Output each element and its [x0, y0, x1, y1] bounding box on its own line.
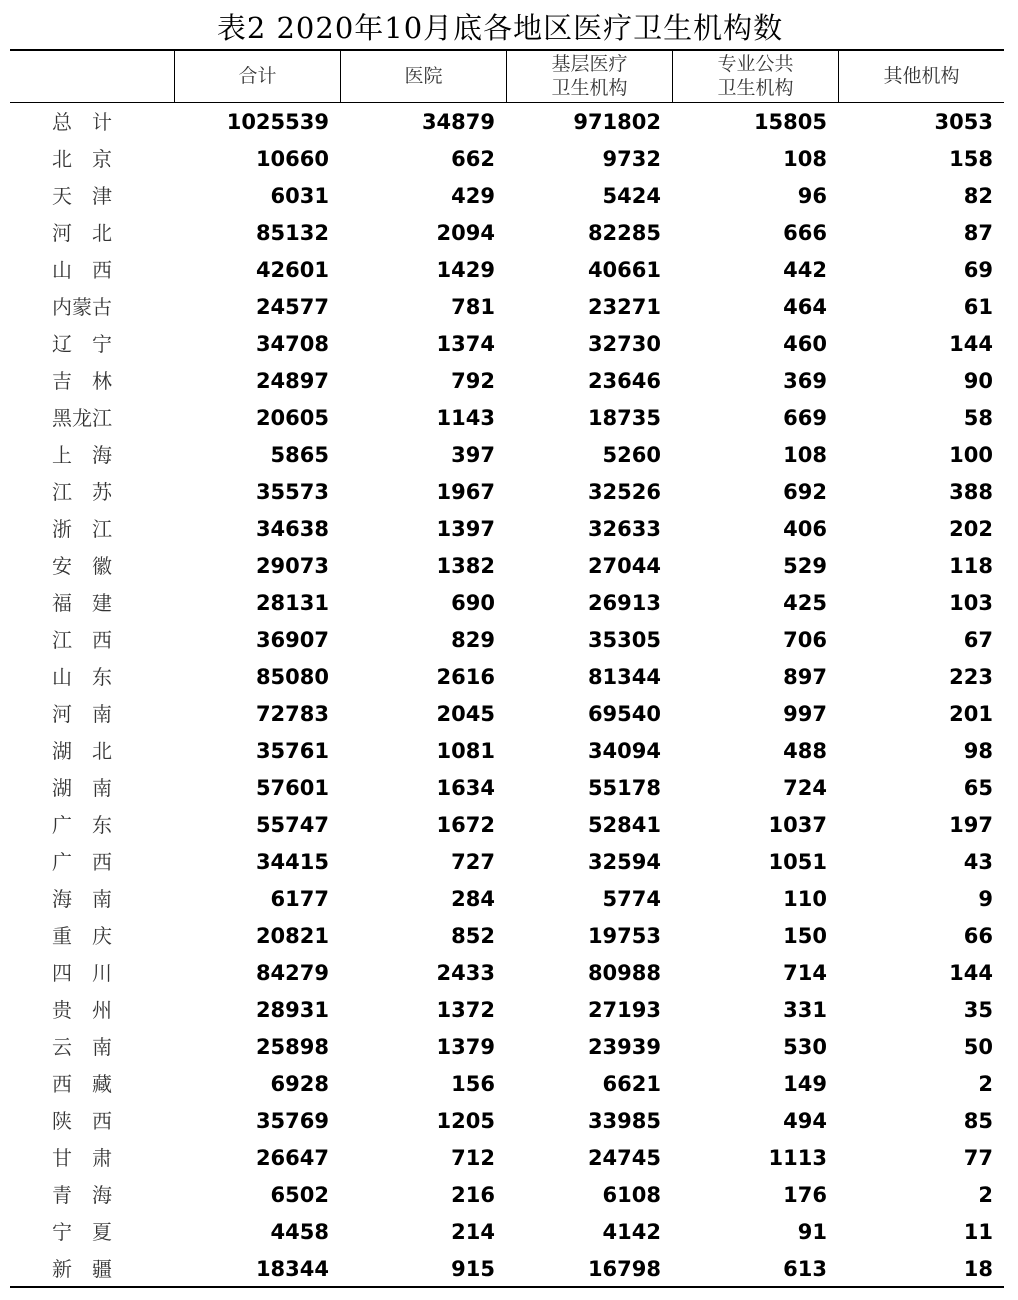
cell-public-health: 613 — [783, 1257, 827, 1281]
cell-public-health: 530 — [783, 1035, 827, 1059]
cell-total: 4458 — [270, 1220, 329, 1244]
cell-hospital: 792 — [451, 369, 495, 393]
region-name: 总 计 — [52, 110, 112, 134]
cell-primary-care: 26913 — [587, 591, 661, 615]
table-row — [10, 1140, 1004, 1177]
header-primary-care-line1: 基层医疗 — [551, 53, 628, 75]
table-row — [10, 1177, 1004, 1214]
cell-other: 35 — [963, 998, 993, 1022]
region-name: 江 苏 — [52, 480, 112, 504]
cell-total: 6502 — [270, 1183, 329, 1207]
table-row — [10, 400, 1004, 437]
cell-public-health: 331 — [783, 998, 827, 1022]
region-name: 吉 林 — [52, 369, 112, 393]
cell-total: 1025539 — [226, 110, 329, 134]
cell-primary-care: 971802 — [573, 110, 661, 134]
cell-public-health: 724 — [783, 776, 827, 800]
cell-public-health: 692 — [783, 480, 827, 504]
cell-public-health: 149 — [783, 1072, 827, 1096]
cell-other: 65 — [963, 776, 993, 800]
header-total — [175, 50, 340, 102]
cell-public-health: 666 — [783, 221, 827, 245]
table-row — [10, 622, 1004, 659]
table-row — [10, 289, 1004, 326]
cell-hospital: 2045 — [436, 702, 495, 726]
cell-total: 29073 — [255, 554, 329, 578]
cell-other: 66 — [963, 924, 993, 948]
cell-total: 35761 — [255, 739, 329, 763]
region-name: 浙 江 — [52, 517, 112, 541]
cell-hospital: 1967 — [436, 480, 495, 504]
cell-other: 202 — [949, 517, 993, 541]
cell-total: 28131 — [255, 591, 329, 615]
cell-total: 6031 — [270, 184, 329, 208]
table-row — [10, 992, 1004, 1029]
cell-public-health: 108 — [783, 443, 827, 467]
cell-total: 85080 — [255, 665, 329, 689]
cell-hospital: 2616 — [436, 665, 495, 689]
cell-other: 58 — [963, 406, 993, 430]
cell-public-health: 529 — [783, 554, 827, 578]
cell-hospital: 397 — [451, 443, 495, 467]
cell-primary-care: 6108 — [602, 1183, 661, 1207]
cell-primary-care: 69540 — [587, 702, 661, 726]
cell-public-health: 96 — [797, 184, 827, 208]
cell-hospital: 284 — [451, 887, 495, 911]
cell-hospital: 852 — [451, 924, 495, 948]
cell-hospital: 1372 — [436, 998, 495, 1022]
cell-other: 2 — [978, 1072, 993, 1096]
cell-other: 50 — [963, 1035, 993, 1059]
cell-total: 28931 — [255, 998, 329, 1022]
cell-primary-care: 81344 — [587, 665, 661, 689]
cell-primary-care: 32594 — [587, 850, 661, 874]
cell-public-health: 997 — [783, 702, 827, 726]
region-name: 湖 南 — [52, 776, 112, 800]
table-row — [10, 326, 1004, 363]
cell-primary-care: 27044 — [587, 554, 661, 578]
region-name: 广 东 — [52, 813, 112, 837]
table-row — [10, 548, 1004, 585]
header-public-health — [673, 50, 838, 102]
table-row — [10, 807, 1004, 844]
table-body — [10, 104, 1004, 1288]
cell-other: 61 — [963, 295, 993, 319]
cell-total: 24577 — [255, 295, 329, 319]
cell-hospital: 690 — [451, 591, 495, 615]
cell-primary-care: 55178 — [587, 776, 661, 800]
cell-total: 26647 — [255, 1146, 329, 1170]
cell-public-health: 460 — [783, 332, 827, 356]
cell-primary-care: 5260 — [602, 443, 661, 467]
cell-primary-care: 18735 — [587, 406, 661, 430]
table-row — [10, 474, 1004, 511]
cell-total: 5865 — [270, 443, 329, 467]
header-public-health-line1: 专业公共 — [717, 53, 794, 75]
cell-total: 6928 — [270, 1072, 329, 1096]
cell-hospital: 429 — [451, 184, 495, 208]
region-name: 湖 北 — [52, 739, 112, 763]
cell-other: 43 — [963, 850, 993, 874]
cell-public-health: 108 — [783, 147, 827, 171]
cell-primary-care: 6621 — [602, 1072, 661, 1096]
cell-other: 87 — [963, 221, 993, 245]
region-name: 西 藏 — [52, 1072, 112, 1096]
region-name: 云 南 — [52, 1035, 112, 1059]
table-row — [10, 178, 1004, 215]
cell-other: 388 — [949, 480, 993, 504]
table-row — [10, 1214, 1004, 1251]
cell-total: 84279 — [255, 961, 329, 985]
cell-other: 82 — [963, 184, 993, 208]
cell-hospital: 2094 — [436, 221, 495, 245]
table-row — [10, 141, 1004, 178]
cell-hospital: 156 — [451, 1072, 495, 1096]
cell-other: 98 — [963, 739, 993, 763]
cell-hospital: 1672 — [436, 813, 495, 837]
cell-public-health: 706 — [783, 628, 827, 652]
cell-other: 90 — [963, 369, 993, 393]
cell-primary-care: 32730 — [587, 332, 661, 356]
region-name: 新 疆 — [52, 1257, 112, 1281]
region-name: 宁 夏 — [52, 1220, 112, 1244]
cell-total: 36907 — [255, 628, 329, 652]
cell-primary-care: 19753 — [587, 924, 661, 948]
cell-primary-care: 27193 — [587, 998, 661, 1022]
header-total-label: 合计 — [238, 65, 277, 87]
cell-other: 77 — [963, 1146, 993, 1170]
cell-public-health: 15805 — [753, 110, 827, 134]
cell-total: 34415 — [255, 850, 329, 874]
cell-public-health: 110 — [783, 887, 827, 911]
cell-hospital: 829 — [451, 628, 495, 652]
cell-other: 11 — [963, 1220, 993, 1244]
cell-total: 72783 — [255, 702, 329, 726]
cell-hospital: 1634 — [436, 776, 495, 800]
cell-public-health: 442 — [783, 258, 827, 282]
table-header-rule — [10, 102, 1004, 103]
cell-total: 10660 — [255, 147, 329, 171]
region-name: 甘 肃 — [52, 1146, 112, 1170]
table-row — [10, 437, 1004, 474]
cell-hospital: 781 — [451, 295, 495, 319]
table-row — [10, 511, 1004, 548]
header-hospital-label: 医院 — [404, 65, 443, 87]
cell-primary-care: 34094 — [587, 739, 661, 763]
cell-total: 34638 — [255, 517, 329, 541]
cell-primary-care: 33985 — [587, 1109, 661, 1133]
cell-primary-care: 4142 — [602, 1220, 661, 1244]
cell-hospital: 1205 — [436, 1109, 495, 1133]
cell-primary-care: 23271 — [587, 295, 661, 319]
cell-other: 69 — [963, 258, 993, 282]
region-name: 广 西 — [52, 850, 112, 874]
region-name: 海 南 — [52, 887, 112, 911]
table-row — [10, 955, 1004, 992]
table-row — [10, 1029, 1004, 1066]
region-name: 河 北 — [52, 221, 112, 245]
table-row — [10, 918, 1004, 955]
cell-hospital: 1429 — [436, 258, 495, 282]
cell-hospital: 1382 — [436, 554, 495, 578]
page-title: 表2 2020年10月底各地区医疗卫生机构数 — [216, 11, 784, 45]
table-row — [10, 104, 1004, 141]
table-row — [10, 659, 1004, 696]
cell-total: 35573 — [255, 480, 329, 504]
cell-hospital: 915 — [451, 1257, 495, 1281]
cell-other: 144 — [949, 961, 993, 985]
region-name: 青 海 — [52, 1183, 112, 1207]
cell-total: 35769 — [255, 1109, 329, 1133]
cell-total: 20821 — [255, 924, 329, 948]
region-name: 四 川 — [52, 961, 112, 985]
cell-primary-care: 5424 — [602, 184, 661, 208]
cell-hospital: 1143 — [436, 406, 495, 430]
cell-other: 118 — [949, 554, 993, 578]
cell-hospital: 712 — [451, 1146, 495, 1170]
cell-other: 100 — [949, 443, 993, 467]
table-row — [10, 881, 1004, 918]
table-row — [10, 1103, 1004, 1140]
cell-primary-care: 9732 — [602, 147, 661, 171]
cell-other: 223 — [949, 665, 993, 689]
table-row — [10, 844, 1004, 881]
cell-primary-care: 35305 — [587, 628, 661, 652]
cell-other: 201 — [949, 702, 993, 726]
region-name: 内蒙古 — [52, 295, 112, 319]
cell-public-health: 369 — [783, 369, 827, 393]
cell-other: 158 — [949, 147, 993, 171]
cell-public-health: 669 — [783, 406, 827, 430]
cell-primary-care: 80988 — [587, 961, 661, 985]
cell-primary-care: 23646 — [587, 369, 661, 393]
region-name: 山 西 — [52, 258, 112, 282]
region-name: 江 西 — [52, 628, 112, 652]
cell-other: 103 — [949, 591, 993, 615]
cell-total: 20605 — [255, 406, 329, 430]
cell-public-health: 425 — [783, 591, 827, 615]
cell-primary-care: 82285 — [587, 221, 661, 245]
table-row — [10, 585, 1004, 622]
cell-total: 24897 — [255, 369, 329, 393]
region-name: 重 庆 — [52, 924, 112, 948]
cell-total: 6177 — [270, 887, 329, 911]
cell-hospital: 1081 — [436, 739, 495, 763]
cell-other: 144 — [949, 332, 993, 356]
header-primary-care-line2: 卫生机构 — [551, 77, 628, 99]
table-row — [10, 1066, 1004, 1103]
cell-primary-care: 23939 — [587, 1035, 661, 1059]
cell-public-health: 1037 — [768, 813, 827, 837]
cell-public-health: 1113 — [768, 1146, 827, 1170]
cell-total: 18344 — [255, 1257, 329, 1281]
cell-other: 2 — [978, 1183, 993, 1207]
cell-public-health: 176 — [783, 1183, 827, 1207]
cell-primary-care: 5774 — [602, 887, 661, 911]
cell-other: 85 — [963, 1109, 993, 1133]
cell-public-health: 714 — [783, 961, 827, 985]
region-name: 黑龙江 — [52, 406, 112, 430]
cell-total: 57601 — [255, 776, 329, 800]
table-row — [10, 770, 1004, 807]
cell-total: 34708 — [255, 332, 329, 356]
cell-hospital: 727 — [451, 850, 495, 874]
table-row — [10, 363, 1004, 400]
cell-total: 85132 — [255, 221, 329, 245]
cell-hospital: 34879 — [421, 110, 495, 134]
cell-public-health: 150 — [783, 924, 827, 948]
cell-other: 67 — [963, 628, 993, 652]
cell-primary-care: 24745 — [587, 1146, 661, 1170]
cell-hospital: 214 — [451, 1220, 495, 1244]
cell-public-health: 406 — [783, 517, 827, 541]
cell-hospital: 1397 — [436, 517, 495, 541]
table-row — [10, 1251, 1004, 1288]
header-other — [839, 50, 1004, 102]
region-name: 安 徽 — [52, 554, 112, 578]
cell-total: 25898 — [255, 1035, 329, 1059]
cell-total: 42601 — [255, 258, 329, 282]
cell-hospital: 2433 — [436, 961, 495, 985]
cell-primary-care: 32633 — [587, 517, 661, 541]
region-name: 贵 州 — [52, 998, 112, 1022]
header-hospital — [341, 50, 506, 102]
table-row — [10, 252, 1004, 289]
cell-other: 197 — [949, 813, 993, 837]
header-other-label: 其他机构 — [883, 65, 960, 87]
cell-hospital: 662 — [451, 147, 495, 171]
table-bottom-rule — [10, 1286, 1004, 1288]
region-name: 北 京 — [52, 147, 112, 171]
cell-public-health: 488 — [783, 739, 827, 763]
cell-public-health: 91 — [797, 1220, 827, 1244]
region-name: 辽 宁 — [52, 332, 112, 356]
region-name: 河 南 — [52, 702, 112, 726]
table-row — [10, 696, 1004, 733]
cell-hospital: 1379 — [436, 1035, 495, 1059]
cell-primary-care: 32526 — [587, 480, 661, 504]
cell-other: 9 — [978, 887, 993, 911]
cell-total: 55747 — [255, 813, 329, 837]
region-name: 上 海 — [52, 443, 112, 467]
region-name: 陕 西 — [52, 1109, 112, 1133]
cell-public-health: 464 — [783, 295, 827, 319]
header-public-health-line2: 卫生机构 — [717, 77, 794, 99]
region-name: 山 东 — [52, 665, 112, 689]
cell-hospital: 216 — [451, 1183, 495, 1207]
table-row — [10, 733, 1004, 770]
cell-other: 3053 — [934, 110, 993, 134]
table-row — [10, 215, 1004, 252]
cell-public-health: 1051 — [768, 850, 827, 874]
cell-primary-care: 40661 — [587, 258, 661, 282]
cell-public-health: 494 — [783, 1109, 827, 1133]
cell-primary-care: 16798 — [587, 1257, 661, 1281]
cell-public-health: 897 — [783, 665, 827, 689]
header-primary-care — [507, 50, 672, 102]
region-name: 天 津 — [52, 184, 112, 208]
cell-other: 18 — [963, 1257, 993, 1281]
cell-hospital: 1374 — [436, 332, 495, 356]
region-name: 福 建 — [52, 591, 112, 615]
cell-primary-care: 52841 — [587, 813, 661, 837]
